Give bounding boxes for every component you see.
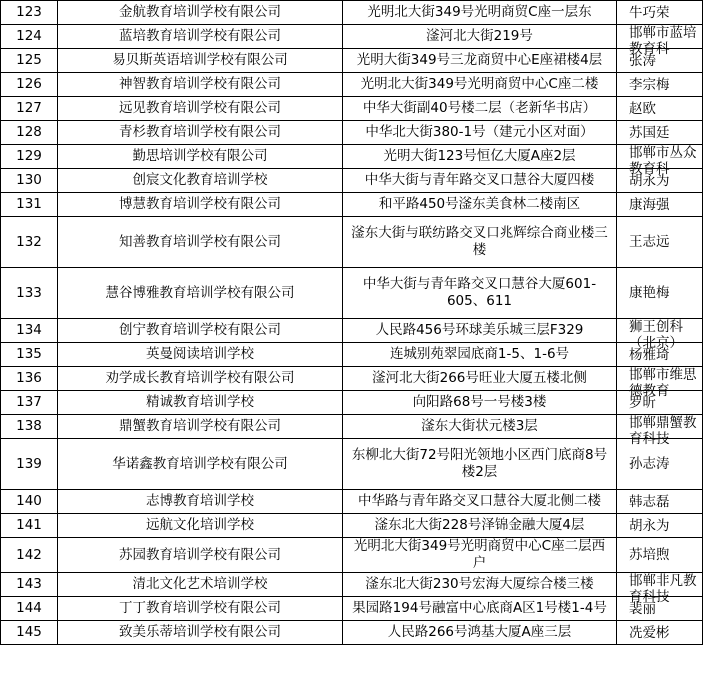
contact-text: 王志远 — [629, 234, 670, 250]
school-name: 慧谷博雅教育培训学校有限公司 — [58, 268, 343, 319]
contact-person — [617, 367, 703, 399]
table-row — [1, 573, 703, 597]
school-name: 神智教育培训学校有限公司 — [58, 73, 343, 97]
school-address: 滏河北大街266号旺业大厦五楼北侧 — [343, 367, 617, 391]
school-name: 创宸文化教育培训学校 — [58, 169, 343, 193]
school-name: 金航教育培训学校有限公司 — [58, 1, 343, 25]
row-number: 130 — [1, 169, 58, 193]
contact-text: 康艳梅 — [629, 285, 670, 301]
school-address: 滏东大街状元楼3层 — [343, 415, 617, 439]
contact-text: 罗昕 — [629, 394, 656, 411]
school-name: 丁丁教育培训学校有限公司 — [58, 597, 343, 621]
row-number: 127 — [1, 97, 58, 121]
table-row — [1, 597, 703, 621]
contact-text: 苏培煦 — [629, 547, 670, 563]
row-number: 137 — [1, 391, 58, 415]
row-number: 143 — [1, 573, 58, 597]
row-number: 136 — [1, 367, 58, 391]
contact-person — [617, 73, 703, 97]
table-row — [1, 1, 703, 25]
row-number: 125 — [1, 49, 58, 73]
school-address: 滏东大街与联纺路交叉口兆辉综合商业楼三楼 — [343, 217, 617, 268]
school-address: 光明北大街349号光明商贸中心C座二层西户 — [343, 538, 617, 573]
row-number: 124 — [1, 25, 58, 49]
school-address: 滏河北大街219号 — [343, 25, 617, 49]
school-address: 滏东北大街230号宏海大厦综合楼三楼 — [343, 573, 617, 597]
school-name: 蓝培教育培训学校有限公司 — [58, 25, 343, 49]
contact-text: 狮王创科（北京） — [629, 319, 683, 351]
contact-text: 胡永为 — [629, 517, 670, 534]
row-number: 144 — [1, 597, 58, 621]
contact-text: 杨雅琦 — [629, 346, 670, 363]
contact-person — [617, 217, 703, 268]
school-address: 光明北大街349号光明商贸C座一层东 — [343, 1, 617, 25]
table-row — [1, 621, 703, 645]
contact-person — [617, 268, 703, 319]
contact-text: 邯郸非凡教育科技 — [629, 573, 697, 605]
contact-person — [617, 538, 703, 573]
table-row — [1, 268, 703, 319]
contact-text: 赵欧 — [629, 100, 656, 117]
row-number: 133 — [1, 268, 58, 319]
school-name: 英曼阅读培训学校 — [58, 343, 343, 367]
school-name: 博慧教育培训学校有限公司 — [58, 193, 343, 217]
school-address: 中华路与青年路交叉口慧谷大厦北侧二楼 — [343, 490, 617, 514]
row-number: 129 — [1, 145, 58, 169]
school-address: 连城别苑翠园底商1-5、1-6号 — [343, 343, 617, 367]
school-address: 光明大街123号恒亿大厦A座2层 — [343, 145, 617, 169]
contact-text: 孙志涛 — [629, 456, 670, 472]
school-name: 致美乐蒂培训学校有限公司 — [58, 621, 343, 645]
school-address: 东柳北大街72号阳光领地小区西门底商8号楼2层 — [343, 439, 617, 490]
table-row — [1, 343, 703, 367]
contact-text: 邯郸市丛众教育科 — [629, 145, 697, 177]
school-address: 光明北大街349号光明商贸中心C座二楼 — [343, 73, 617, 97]
row-number: 123 — [1, 1, 58, 25]
school-address: 中华北大街380-1号（建元小区对面） — [343, 121, 617, 145]
row-number: 140 — [1, 490, 58, 514]
table-row — [1, 193, 703, 217]
contact-text: 康海强 — [629, 196, 670, 213]
row-number: 138 — [1, 415, 58, 439]
contact-person — [617, 573, 703, 605]
contact-text: 邯郸市维思德教育 — [629, 367, 697, 399]
row-number: 131 — [1, 193, 58, 217]
table-row — [1, 319, 703, 343]
row-number: 134 — [1, 319, 58, 343]
school-name: 易贝斯英语培训学校有限公司 — [58, 49, 343, 73]
table-row — [1, 169, 703, 193]
school-address: 人民路456号环球美乐城三层F329 — [343, 319, 617, 343]
table-row — [1, 145, 703, 169]
contact-person — [617, 97, 703, 121]
contact-person — [617, 193, 703, 217]
contact-person — [617, 169, 703, 193]
row-number: 139 — [1, 439, 58, 490]
contact-person — [617, 621, 703, 645]
school-name: 鼎蟹教育培训学校有限公司 — [58, 415, 343, 439]
contact-text: 胡永为 — [629, 172, 670, 189]
table-row — [1, 73, 703, 97]
table-row — [1, 121, 703, 145]
school-address: 中华大街与青年路交叉口慧谷大厦四楼 — [343, 169, 617, 193]
row-number: 142 — [1, 538, 58, 573]
school-name: 清北文化艺术培训学校 — [58, 573, 343, 597]
school-name: 华诺鑫教育培训学校有限公司 — [58, 439, 343, 490]
table-row — [1, 49, 703, 73]
contact-text: 邯郸市蓝培教育科 — [629, 25, 697, 57]
school-address: 光明大街349号三龙商贸中心E座裙楼4层 — [343, 49, 617, 73]
table-row — [1, 97, 703, 121]
table-row — [1, 25, 703, 49]
school-name: 远航文化培训学校 — [58, 514, 343, 538]
contact-person — [617, 1, 703, 25]
contact-person — [617, 343, 703, 367]
table-row — [1, 391, 703, 415]
contact-person — [617, 145, 703, 177]
school-name: 精诚教育培训学校 — [58, 391, 343, 415]
table-row — [1, 538, 703, 573]
school-name: 知善教育培训学校有限公司 — [58, 217, 343, 268]
contact-person — [617, 319, 703, 351]
table-row — [1, 367, 703, 391]
school-name: 苏园教育培训学校有限公司 — [58, 538, 343, 573]
row-number: 128 — [1, 121, 58, 145]
contact-text: 苏国廷 — [629, 124, 670, 141]
contact-text: 张涛 — [629, 52, 656, 69]
row-number: 145 — [1, 621, 58, 645]
school-name: 青杉教育培训学校有限公司 — [58, 121, 343, 145]
contact-person — [617, 490, 703, 514]
contact-person — [617, 25, 703, 57]
school-address: 和平路450号滏东美食林二楼南区 — [343, 193, 617, 217]
school-address: 果园路194号融富中心底商A区1号楼1-4号 — [343, 597, 617, 621]
school-address: 人民路266号鸿基大厦A座三层 — [343, 621, 617, 645]
table-row — [1, 217, 703, 268]
contact-text: 冼爱彬 — [629, 624, 670, 641]
contact-text: 邯郸鼎蟹教育科技 — [629, 415, 697, 447]
table-row — [1, 439, 703, 490]
contact-person — [617, 514, 703, 538]
contact-person — [617, 121, 703, 145]
school-address: 向阳路68号一号楼3楼 — [343, 391, 617, 415]
row-number: 126 — [1, 73, 58, 97]
contact-text: 韩志磊 — [629, 493, 670, 510]
contact-person — [617, 415, 703, 447]
row-number: 135 — [1, 343, 58, 367]
table-row — [1, 415, 703, 439]
school-name: 勤思培训学校有限公司 — [58, 145, 343, 169]
contact-text: 李宗梅 — [629, 76, 670, 93]
table-body — [1, 1, 703, 645]
school-address: 中华大街副40号楼二层（老新华书店） — [343, 97, 617, 121]
school-name: 创宁教育培训学校有限公司 — [58, 319, 343, 343]
contact-text: 牛巧荣 — [629, 4, 670, 21]
school-name: 远见教育培训学校有限公司 — [58, 97, 343, 121]
school-name: 志博教育培训学校 — [58, 490, 343, 514]
school-address: 滏东北大街228号泽锦金融大厦4层 — [343, 514, 617, 538]
contact-text: 裴丽 — [629, 600, 656, 617]
row-number: 141 — [1, 514, 58, 538]
school-address: 中华大街与青年路交叉口慧谷大厦601-605、611 — [343, 268, 617, 319]
table-row — [1, 490, 703, 514]
school-name: 劝学成长教育培训学校有限公司 — [58, 367, 343, 391]
row-number: 132 — [1, 217, 58, 268]
table-row — [1, 514, 703, 538]
